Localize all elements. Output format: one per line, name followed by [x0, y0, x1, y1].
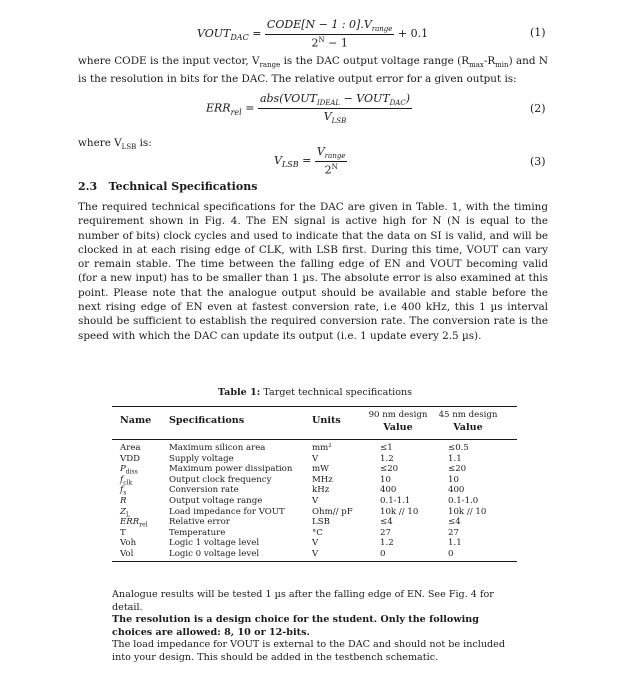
eq3-lhs-sub: LSB: [281, 160, 299, 170]
cell-v90: ≤4: [380, 517, 393, 528]
cell-spec: Output clock frequency: [169, 474, 272, 485]
cell-spec: Temperature: [169, 527, 226, 538]
table-row: [112, 528, 517, 539]
cell-v45: 10: [448, 474, 459, 485]
cell-v90: 400: [380, 485, 397, 496]
table-row: [112, 496, 517, 507]
where-code-sub-min: min: [495, 61, 509, 70]
table-row: [112, 475, 517, 486]
cell-v45: ≤4: [448, 517, 461, 528]
cell-spec: Maximum silicon area: [169, 443, 266, 453]
where-vlsb-end: is:: [136, 137, 152, 149]
cell-v45: 10k // 10: [448, 506, 487, 517]
header-spec: Specifications: [169, 415, 245, 426]
cell-v45: 400: [448, 485, 465, 496]
cell-v90: ≤1: [380, 443, 393, 453]
where-code-text: where CODE is the input vector, V: [78, 55, 260, 67]
eq1-plus-term: + 0.1: [397, 26, 429, 40]
cell-v45: ≤20: [448, 464, 467, 475]
eq2-num-sub1: IDEAL: [316, 99, 341, 108]
cell-spec: Conversion rate: [169, 485, 239, 496]
where-code-text-c: -R: [483, 55, 496, 67]
eq2-den: V: [323, 110, 332, 124]
table-caption-text: Target technical specifications: [263, 387, 413, 398]
cell-name: Voh: [120, 538, 137, 549]
cell-v90: 10k // 10: [380, 506, 419, 517]
note-resolution-choice: The resolution is a design choice for the student. Only the following choices are allowed: 8, 10 or 12-bits.: [112, 614, 479, 638]
section-number: 2.3: [78, 180, 98, 193]
section-heading: [78, 180, 257, 193]
cell-v90: ≤20: [380, 464, 399, 475]
equation-2: $ERR_{rel}$ = $\frac{abs(VOUT_{IDEAL} - VOUT_{DAC})}{V_{LSB}}$: [206, 92, 410, 126]
cell-units: kHz: [312, 485, 330, 496]
eq1-lhs: VOUT: [197, 26, 231, 40]
table-body: [112, 440, 517, 561]
cell-units: mm²: [312, 443, 332, 453]
cell-name: $Z_L$: [120, 506, 130, 519]
cell-name: Area: [120, 443, 141, 453]
table-row: [112, 454, 517, 465]
cell-v90: 1.2: [380, 453, 394, 464]
spec-table: [112, 406, 517, 562]
eq1-den-base: 2: [311, 36, 319, 50]
cell-units: °C: [312, 527, 323, 538]
cell-v90: 0.1-1.1: [380, 495, 411, 506]
where-code-sub-range: range: [259, 61, 281, 70]
eq2-fraction: [258, 92, 412, 125]
eq1-number: (1): [530, 26, 546, 39]
eq3-fraction: [315, 145, 348, 177]
table-caption-label: Table 1:: [217, 387, 261, 398]
cell-units: V: [312, 538, 319, 549]
eq2-num-end: ): [405, 92, 410, 105]
eq3-number: (3): [530, 155, 546, 168]
table-row: [112, 507, 517, 518]
where-code-text-b: is the DAC output voltage range (R: [280, 55, 470, 67]
eq2-number: (2): [530, 102, 546, 115]
cell-spec: Load impedance for VOUT: [169, 506, 285, 517]
cell-units: MHz: [312, 474, 333, 485]
cell-v90: 27: [380, 527, 391, 538]
eq3-lhs: V: [274, 153, 282, 167]
equation-1: $VOUT_{DAC}$ = $\frac{CODE[N - 1 : 0].V_{range}}{2^N - 1}$ + 0.1: [197, 18, 429, 50]
table-row: [112, 517, 517, 528]
cell-spec: Output voltage range: [169, 495, 263, 506]
cell-v90: 10: [380, 474, 391, 485]
eq1-den-rest: − 1: [324, 36, 348, 50]
where-vlsb-prefix: where V: [78, 137, 122, 149]
table-row: [112, 464, 517, 475]
cell-v45: 0: [448, 548, 454, 559]
table-header: [112, 407, 517, 440]
cell-name: R: [120, 495, 127, 506]
cell-spec: Supply voltage: [169, 453, 234, 464]
where-code-paragraph: [78, 54, 548, 87]
eq2-lhs-sub: rel: [230, 107, 242, 117]
eq3-den-base: 2: [324, 163, 332, 177]
table-caption: [0, 387, 630, 398]
where-code-text-d: ) and N is the resolution in bits for the DAC. The relative output error for a given output is:: [78, 55, 548, 86]
eq2-lhs: ERR: [206, 101, 231, 115]
header-90nm: 90 nm design: [368, 410, 428, 420]
cell-v45: 1.1: [448, 453, 462, 464]
cell-v45: 27: [448, 527, 459, 538]
where-code-sub-max: max: [469, 61, 484, 70]
eq1-fraction: [265, 18, 395, 50]
cell-units: Ohm// pF: [312, 506, 353, 517]
cell-name: $ERR_{rel}$: [120, 517, 148, 529]
eq1-numerator-sub: range: [371, 25, 393, 34]
eq1-lhs-sub: DAC: [230, 33, 249, 43]
table-row: [112, 549, 517, 560]
cell-spec: Maximum power dissipation: [169, 464, 293, 475]
note-test-timing: Analogue results will be tested 1 µs after the falling edge of EN. See Fig. 4 for detail.: [112, 589, 494, 613]
header-name: Name: [120, 415, 152, 426]
header-45nm-value: Value: [453, 422, 483, 433]
header-45nm: 45 nm design: [438, 410, 498, 420]
eq3-num: V: [316, 145, 325, 158]
body-paragraph: The required technical specifications for the DAC are given in Table. 1, with the timing requirement shown in Fig. 4. The EN signal is active high for N (N is equal to the number of bits) clock cycles and used to indicate that the data on SI is valid, and will be clocked in at each rising edge of CLK, with LSB first. During this time, VOUT can vary or remain stable. The time between the falling edge of EN and VOUT becoming valid (for a new input) has to be smaller than 1 µs. The absolute error is also examined at this point. Please note that the analogue output should be available and stable before the next rising edge of EN even at fastest conversion rate, i.e 400 kHz, this 1 µs interval should be sufficient to establish the required conversion rate. The conversion rate is the speed with which the DAC can update its output (i.e. 1 update every 2.5 µs).: [78, 201, 548, 342]
cell-v90: 0: [380, 548, 386, 559]
eq2-num-sub2: DAC: [389, 99, 406, 108]
cell-name: $f_s$: [120, 485, 127, 498]
cell-v90: 1.2: [380, 538, 394, 549]
cell-name: Vol: [120, 548, 134, 559]
cell-name: $f_{clk}$: [120, 474, 133, 487]
header-units: Units: [312, 415, 341, 426]
cell-spec: Logic 1 voltage level: [169, 538, 260, 549]
where-vlsb-sub: LSB: [121, 143, 137, 152]
eq2-num-mid: − VOUT: [340, 92, 390, 105]
cell-units: V: [312, 495, 319, 506]
table-row: [112, 485, 517, 496]
equation-3: $V_{LSB}$ = $\frac{V_{range}}{2^N}$: [274, 145, 346, 177]
eq2-num-text: abs(VOUT: [259, 92, 317, 105]
cell-spec: Logic 0 voltage level: [169, 548, 260, 559]
cell-units: mW: [312, 464, 329, 475]
header-90nm-value: Value: [383, 422, 413, 433]
cell-units: V: [312, 453, 319, 464]
section-title: Technical Specifications: [108, 180, 258, 193]
cell-spec: Relative error: [169, 517, 230, 528]
cell-name: VDD: [120, 453, 140, 464]
cell-units: V: [312, 548, 319, 559]
cell-v45: 1.1: [448, 538, 462, 549]
eq3-num-sub: range: [324, 152, 346, 161]
note-load-impedance: The load impedance for VOUT is external to the DAC and should not be included into your design. This should be added in the testbench schematic.: [112, 639, 505, 663]
eq2-den-sub: LSB: [331, 117, 347, 126]
eq3-den-sup: N: [331, 163, 338, 172]
cell-v45: 0.1-1.0: [448, 495, 479, 506]
eq1-den-sup: N: [318, 36, 325, 45]
eq1-numerator: CODE[N − 1 : 0].V: [266, 18, 372, 31]
table-notes: [112, 589, 522, 665]
table-row: [112, 443, 517, 454]
cell-name: T: [120, 527, 126, 538]
cell-v45: ≤0.5: [448, 443, 469, 453]
cell-units: LSB: [312, 517, 330, 528]
cell-name: $P_{diss}$: [120, 464, 138, 476]
table-row: [112, 538, 517, 549]
